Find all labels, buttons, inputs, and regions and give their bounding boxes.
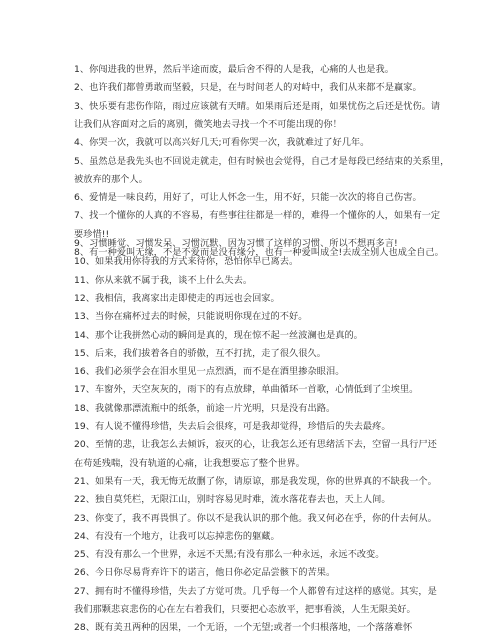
quote-line: 13、当你在痛杯过去的时候，只能说明你现在过的不好。: [74, 311, 308, 323]
quote-line: 1、你闯进我的世界，然后半途而废，最后舍不得的人是我，心痛的人也是我。: [74, 64, 394, 75]
quote-line: 25、有没有那么一个世界，永远不天黑;有没有那么一种永远，永远不改变。: [74, 549, 385, 561]
quote-line: 2、也许我们都曾勇敢而坚毅，只是，在与时间老人的对峙中，我们从来都不是赢家。: [74, 82, 422, 94]
quote-line: 10、如果我用你待我的方式来待你，恐怕你早已离去。: [74, 256, 299, 268]
quote-line: 8、有一种爱叫无缘，不是不爱而是没有缘分，也有一种爱叫成全!去成全别人也成全自己。: [74, 247, 444, 258]
quote-line: 17、车窗外，天空灰灰的，雨下的有点放肆，单曲循环一首歌，心情低到了尘埃里。: [74, 384, 419, 396]
quote-line: 18、我就像那漂流瓶中的纸条，前途一片光明，只是没有出路。: [74, 402, 336, 414]
quote-line: 19、有人说不懂得珍惜，失去后会很疼，可是我却觉得，珍惜后的失去最疼。: [74, 421, 391, 432]
quote-line: 14、那个让我拼然心动的瞬间是真的，现在惊不起一丝波澜也是真的。: [74, 329, 363, 341]
quote-line-continuation: 28、既有美丑两种的因果，一个无语，一个无望;或者一个归根落地，一个落落难怀: [74, 622, 413, 633]
quote-line: 3、快乐要有悲伤作陪，雨过应该就有天晴。如果雨后还是雨，如果忧伤之后还是忧伤。请: [74, 100, 441, 112]
quote-line: 11、你从来就不属于我，谈不上什么失去。: [74, 274, 253, 286]
quote-line: 26、今日你尽易背弃许下的诺言，他日你必定品尝骸下的苦果。: [74, 567, 336, 579]
quote-line: 7、找一个懂你的人真的不容易，有些事往往都是一样的，难得一个懂你的人，如果有一定: [74, 210, 441, 222]
quote-line-continuation: 被放弃的那个人。: [74, 173, 148, 185]
quote-line: 16、我们必须学会在泪水里见一点烈酒，而不是在酒里掺杂眼泪。: [74, 366, 345, 378]
quote-line: 4、你哭一次，我就可以高兴好几天;可看你哭一次，我就难过了好几年。: [74, 137, 370, 149]
quote-line: 12、我相信，我离家出走即使走的再远也会回家。: [74, 292, 280, 304]
quote-line: 21、如果有一天，我无悔无故删了你，请原谅，那是我发现，你的世界真的不缺我一个。: [74, 475, 437, 487]
quote-line: 我们那颗悲哀悲伤的心在左右着我们，只要把心态放平，把事看淡，人生无限美好。: [74, 604, 416, 615]
quote-line-continuation: 在苟延残喘，没有轨道的心痛，让我想要忘了整个世界。: [74, 457, 305, 469]
quote-line: 15、后来，我们拔着各自的骄傲，互不打扰，走了很久很久。: [74, 347, 326, 359]
quote-line: 24、有没有一个地方，让我可以忘掉悲伤的躯藏。: [74, 530, 280, 542]
quote-line: 22、独自莫凭栏，无限江山，别时容易见时难，流水落花春去也，天上人间。: [74, 494, 391, 506]
quote-line: 20、至情的悲，让我怎么去倾诉，寂灭的心，让我怎么还有思绪活下去，空留一具行尸还: [74, 439, 437, 451]
quote-line: 23、你变了，我不再畏惧了。你以不是我认识的那个他。我又何必在乎，你的什去何从。: [74, 512, 437, 524]
quote-line-continuation: 要珍惜!!: [74, 228, 110, 240]
quote-line: 5、虽然总是我先头也不回说走就走，但有时候也会觉得，自己才是每段已经结束的关系里，: [74, 155, 450, 167]
quote-line: 6、爱情是一味良药，用好了，可让人怀念一生，用不好，只能一次次的将自己伤害。: [74, 192, 422, 204]
quote-line: 27、拥有时不懂得珍惜，失去了方觉可贵。几乎每一个人都曾有过这样的感觉。其实，是: [74, 585, 437, 597]
quote-line: 9、习惯睡觉、习惯发呆、习惯沉默、因为习惯了这样的习惯、所以不想再多言!: [74, 238, 398, 249]
quote-line-continuation: 让我们从容面对之后的离别，微笑地去寻找一个不可能出现的你！: [74, 118, 342, 130]
